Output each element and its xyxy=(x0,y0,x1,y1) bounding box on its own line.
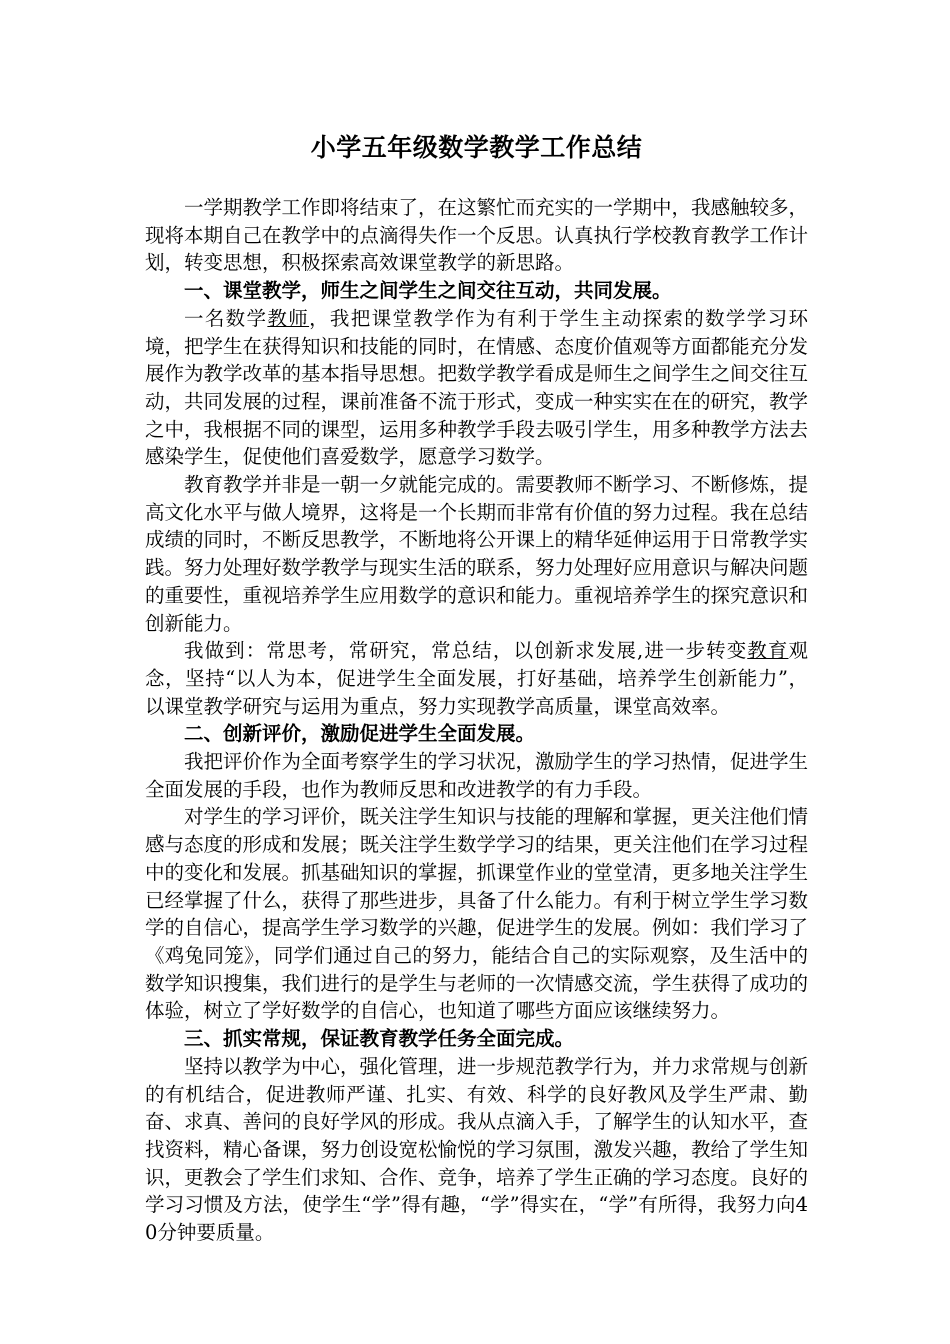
section-2-paragraph-2: 对学生的学习评价，既关注学生知识与技能的理解和掌握，更关注他们情感与态度的形成和发展；既关注学生数学学习的结果，更关注他们在学习过程中的变化和发展。抓基础知识的掌握，抓课堂作业的堂堂清，更多地关注学生已经掌握了什么，获得了那些进步，具备了什么能力。有利于树立学生学习数学的自信心，提高学生学习数学的兴趣，促进学生的发展。例如：我们学习了《鸡兔同笼》，同学们通过自己的努力，能结合自己的实际观察，及生活中的数学知识搜集，我们进行的是学生与老师的一次情感交流，学生获得了成功的体验，树立了学好数学的自信心，也知道了哪些方面应该继续努力。 xyxy=(145,805,809,1023)
teacher-link[interactable]: 教师 xyxy=(267,306,310,330)
document-title: 小学五年级数学教学工作总结 xyxy=(310,133,643,162)
text-run: 我做到：常思考，常研究，常总结，以创新求发展,进一步转变 xyxy=(184,639,748,663)
section-3-heading: 三、抓实常规，保证教育教学任务全面完成。 xyxy=(184,1027,575,1051)
text-run: ，我把课堂教学作为有利于学生主动探索的数学学习环境，把学生在获得知识和技能的同时，在情感、态度价值观等方面都能充分发展作为教学改革的基本指导思想。把数学教学看成是师生之间学生之间交往互动，共同发展的过程，课前准备不流于形式，变成一种实实在在的研究，教学之中，我根据不同的课型，运用多种教学手段去吸引学生，用多种教学方法去感染学生，促使他们喜爱数学，愿意学习数学。 xyxy=(145,306,809,469)
document-page xyxy=(145,128,808,1247)
section-1-paragraph-1 xyxy=(145,305,808,471)
education-link[interactable]: 教育 xyxy=(747,639,789,663)
text-run: 一名数学 xyxy=(184,306,268,330)
text-run: 观念，坚持“以人为本，促进学生全面发展，打好基础，培养学生创新能力”，以课堂教学研究与运用为重点，努力实现教学高质量，课堂高效率。 xyxy=(145,639,808,718)
section-1-paragraph-3 xyxy=(145,637,808,720)
section-1-heading: 一、课堂教学，师生之间学生之间交往互动，共同发展。 xyxy=(184,279,672,303)
section-2-heading: 二、创新评价，激励促进学生全面发展。 xyxy=(184,722,536,746)
section-3-paragraph-1: 坚持以教学为中心，强化管理，进一步规范教学行为，并力求常规与创新的有机结合，促进教师严谨、扎实、有效、科学的良好教风及学生严肃、勤奋、求真、善问的良好学风的形成。我从点滴入手，了解学生的认知水平，查找资料，精心备课，努力创设宽松愉悦的学习氛围，激发兴趣，教给了学生知识，更教会了学生们求知、合作、竞争，培养了学生正确的学习态度。良好的学习习惯及方法，使学生“学”得有趣，“学”得实在，“学”有所得，我努力向40分钟要质量。 xyxy=(145,1054,809,1245)
section-1-paragraph-2: 教育教学并非是一朝一夕就能完成的。需要教师不断学习、不断修炼，提高文化水平与做人境界，这将是一个长期而非常有价值的努力过程。我在总结成绩的同时，不断反思教学，不断地将公开课上的精华延伸运用于日常教学实践。努力处理好数学教学与现实生活的联系，努力处理好应用意识与解决问题的重要性，重视培养学生应用数学的意识和能力。重视培养学生的探究意识和创新能力。 xyxy=(145,473,809,635)
section-2-paragraph-1: 我把评价作为全面考察学生的学习状况，激励学生的学习热情，促进学生全面发展的手段，也作为教师反思和改进教学的有力手段。 xyxy=(145,750,809,801)
intro-paragraph: 一学期教学工作即将结束了，在这繁忙而充实的一学期中，我感触较多，现将本期自己在教学中的点滴得失作一个反思。认真执行学校教育教学工作计划，转变思想，积极探索高效课堂教学的新思路。 xyxy=(145,196,809,275)
